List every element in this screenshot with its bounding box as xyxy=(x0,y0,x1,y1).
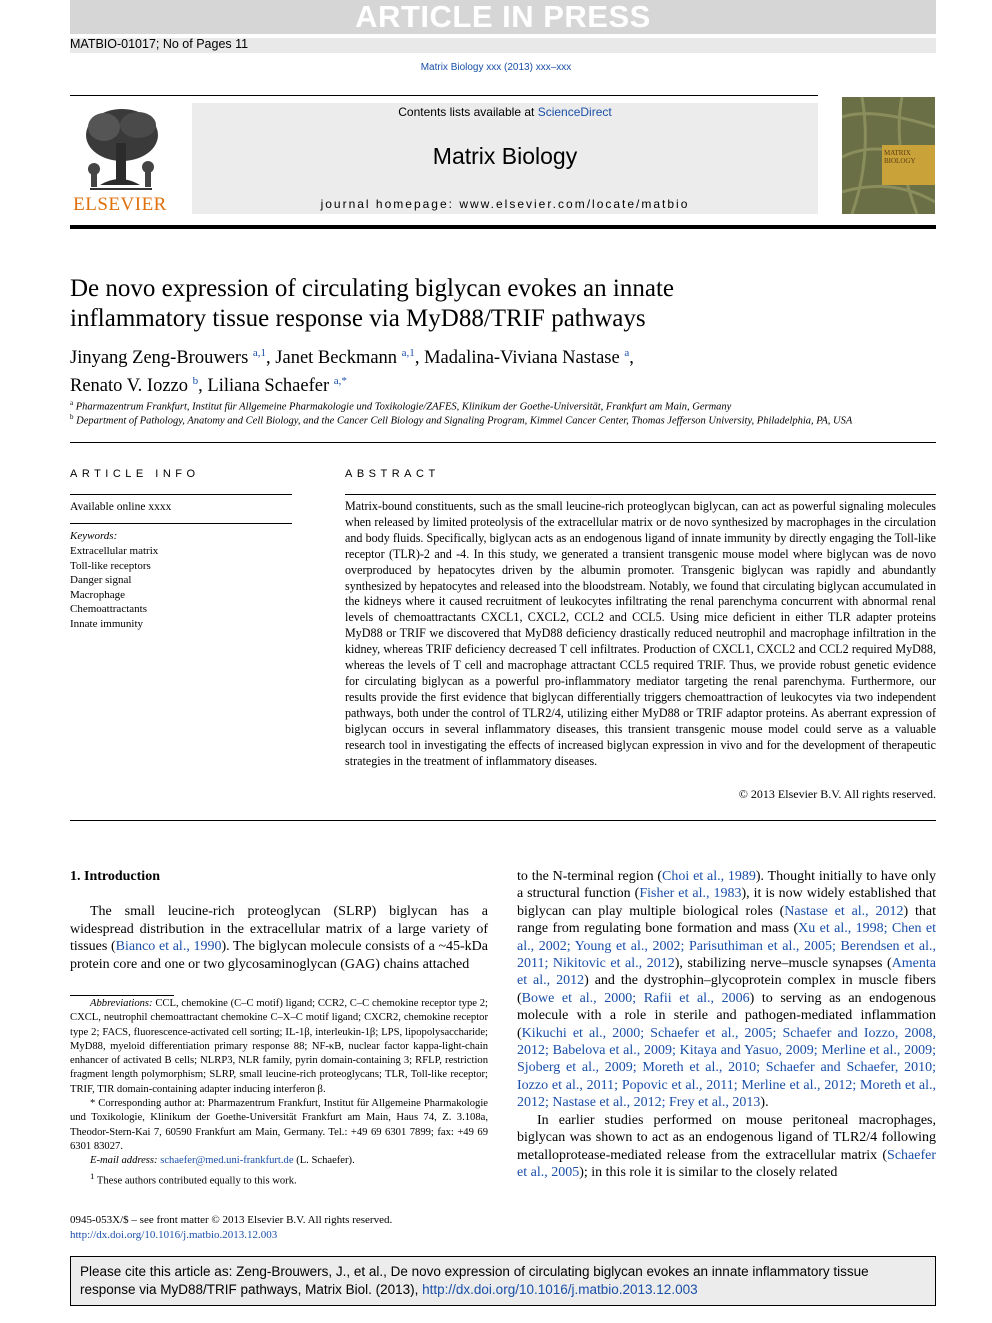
article-in-press-banner: ARTICLE IN PRESS xyxy=(70,0,936,34)
text-run: ) that range from regulating bone formation and mass ( xyxy=(517,903,937,937)
equal-contribution-footnote xyxy=(70,1169,488,1189)
journal-cover-thumbnail xyxy=(842,97,935,214)
equal-contribution-text: These authors contributed equally to this work. xyxy=(96,1175,297,1187)
citation-body: Please cite this article as: Zeng-Brouwers, J., et al., De novo expression of circulating biglycan evokes an innate inflammatory tissue response via MyD88/TRIF pathways, Matrix Biol. (2013), xyxy=(80,1264,869,1297)
citation-link[interactable]: Bowe et al., 2000; Rafii et al., 2006 xyxy=(521,990,750,1006)
journal-homepage xyxy=(192,197,818,211)
corresponding-author-text: Corresponding author at: Pharmazentrum Frankfurt, Institut für Allgemeine Pharmakologie und Toxikologie, Klinikum der Goethe-Universität Frankfurt am Main, Haus 74, Z. 3.108a, Theodor-Stern-Kai 7, 60590 Frankfurt am Main, Germany. Tel.: +49 69 6301 7899; fax: +49 69 6301 83027. xyxy=(70,1098,488,1152)
abbreviations-label: Abbreviations: xyxy=(90,998,153,1009)
author-separator: , xyxy=(266,348,276,369)
affiliation-text: Pharmazentrum Frankfurt, Institut für Allgemeine Pharmakologie und Toxikologie/ZAFES, Klinikum der Goethe-Universität, Frankfurt am Main, Germany xyxy=(75,401,732,413)
contents-line xyxy=(192,105,818,119)
keyword-item: Innate immunity xyxy=(70,617,144,630)
abbreviations-text: CCL, chemokine (C–C motif) ligand; CCR2, C–C chemokine receptor type 2; CXCL, neutrophil chemoattractant chemokine C–X–C motif ligand; CXCR2, chemokine receptor type 2; FACS, fluorescence-activated cell sorting; IL-1β, interleukin-1β; LPS, lipopolysaccharide; MyD88, myeloid differentiation primary response 88; NF-κB, nuclear factor kappa-light-chain enhancer of activated B cells; NLRP3, NLR family, pyrin domain-containing 3; RFLP, restriction fragment length polymorphism; SLRP, small leucine-rich proteoglycans; TLR, Toll-like receptor; TRIF, TIR domain-containing adapter inducing interferon β. xyxy=(70,998,488,1095)
author-affiliation-mark[interactable]: a,1 xyxy=(401,347,415,359)
intro-right-column xyxy=(517,868,936,1181)
contents-prefix: Contents lists available at xyxy=(398,105,535,119)
journal-name: Matrix Biology xyxy=(432,143,578,169)
text-run: ). xyxy=(760,1095,769,1111)
cover-title: MATRIX BIOLOGY xyxy=(884,149,916,165)
author-separator: , xyxy=(629,348,634,369)
author-affiliation-mark[interactable]: a,1 xyxy=(252,347,267,359)
citation-link[interactable]: Amenta et al., 2012 xyxy=(517,956,936,989)
text-run: ). The biglycan molecule consists of a ~45-kDa protein core and one or two glycosaminoglycan (GAG) chains attached xyxy=(70,939,489,972)
author-name[interactable]: Madalina-Viviana Nastase xyxy=(424,348,620,369)
keyword-item: Macrophage xyxy=(70,588,125,601)
keyword-item: Danger signal xyxy=(70,574,132,586)
header-rule xyxy=(70,95,818,96)
footnotes xyxy=(70,997,488,1188)
text-run: ), it is now widely established that biglycan can play multiple biological roles ( xyxy=(517,886,936,919)
email-footnote xyxy=(70,1154,488,1168)
author-list xyxy=(70,342,770,398)
citation-link[interactable]: Kikuchi et al., 2000; Schaefer et al., 2005; Schaefer and Iozzo, 2008, 2012; Babelova et al., 2009; Kitaya and Yasuo, 2009; Merline et al., 2009; Sjoberg et al., 2009; Moreth et al., 2010; Schaefer and Schaefer, 2010; Iozzo et al., 2011; Popovic et al., 2011; Merline et al., 2012; Moreth et al., 2012; Nastase et al., 2012; Frey et al., 2013 xyxy=(517,1025,936,1111)
keywords-label: Keywords: xyxy=(70,530,118,542)
intro-paragraph-2 xyxy=(517,1112,936,1182)
author-name[interactable]: Janet Beckmann xyxy=(275,348,398,369)
corresponding-author-footnote xyxy=(70,1097,488,1154)
author-name[interactable]: Renato V. Iozzo xyxy=(70,376,189,397)
abstract-rule xyxy=(345,494,936,495)
affiliation-mark: a xyxy=(70,399,74,407)
section-divider xyxy=(70,442,936,443)
author-affiliation-mark[interactable]: a xyxy=(624,347,630,359)
citation-link[interactable]: Schaefer et al., 2005 xyxy=(517,1147,936,1180)
manuscript-id: MATBIO-01017; No of Pages 11 xyxy=(70,37,249,51)
affiliation-b xyxy=(70,413,936,427)
header-thick-rule xyxy=(70,225,936,229)
keyword-item: Extracellular matrix xyxy=(70,545,159,557)
author-name[interactable]: Jinyang Zeng-Brouwers xyxy=(70,348,249,369)
abstract-heading: ABSTRACT xyxy=(345,468,440,480)
citation-link[interactable]: Xu et al., 1998; Chen et al., 2002; Young et al., 2002; Parisuthiman et al., 2005; Berendsen et al., 2011; Nikitovic et al., 2012 xyxy=(517,921,936,972)
author-affiliation-mark[interactable]: a,* xyxy=(333,375,347,388)
affiliation-text: Department of Pathology, Anatomy and Cell Biology, and the Cancer Cell Biology and Signaling Program, Kimmel Cancer Center, Thomas Jefferson University, Philadelphia, PA, USA xyxy=(76,415,853,427)
citation-link[interactable]: Nastase et al., 2012 xyxy=(784,903,904,919)
article-info-heading: ARTICLE INFO xyxy=(70,468,200,480)
text-run: ) to serving as an endogenous molecule with a role in sterile and pathogen-mediated inflammation ( xyxy=(517,990,936,1041)
text-run: to the N-terminal region ( xyxy=(517,869,663,884)
citation-doi-link[interactable]: http://dx.doi.org/10.1016/j.matbio.2013.12.003 xyxy=(422,1281,698,1297)
keyword-item: Chemoattractants xyxy=(70,603,147,615)
email-label: E-mail address: xyxy=(90,1155,158,1167)
article-info-rule xyxy=(70,494,292,495)
journal-reference[interactable]: Matrix Biology xxx (2013) xxx–xxx xyxy=(420,62,572,73)
abstract-bottom-rule xyxy=(70,820,936,821)
email-link[interactable]: schaefer@med.uni-frankfurt.de xyxy=(160,1155,294,1167)
issn-block xyxy=(70,1213,392,1243)
affiliation-mark: b xyxy=(70,413,74,421)
text-run: ); in this role it is similar to the closely related xyxy=(579,1164,838,1180)
front-matter-line: 0945-053X/$ – see front matter © 2013 Elsevier B.V. All rights reserved. xyxy=(70,1214,393,1226)
homepage-url[interactable]: www.elsevier.com/locate/matbio xyxy=(459,197,690,211)
keyword-list xyxy=(70,544,158,631)
introduction-heading: 1. Introduction xyxy=(70,869,160,884)
text-run: ), stabilizing nerve–muscle synapses ( xyxy=(674,956,892,972)
keywords-rule xyxy=(70,523,292,524)
affiliation-a xyxy=(70,399,936,413)
text-run: In earlier studies performed on mouse peritoneal macrophages, biglycan was shown to act as an endogenous ligand of TLR2/4 following metalloprotease-mediated release from the extracellular matrix ( xyxy=(517,1112,936,1163)
footnote-mark: 1 xyxy=(90,1170,95,1181)
author-separator: , xyxy=(414,348,425,369)
text-run: ) and the dystrophin–glycoprotein complex in muscle fibers ( xyxy=(517,973,936,1006)
intro-paragraph-1 xyxy=(70,903,488,973)
citation-text xyxy=(80,1263,926,1298)
author-separator: , xyxy=(198,376,208,397)
intro-paragraph-1-cont xyxy=(517,868,936,1112)
intro-left-column xyxy=(70,903,488,973)
article-title xyxy=(70,274,770,334)
abstract-body: Matrix-bound constituents, such as the small leucine-rich proteoglycan biglycan, can act as powerful signaling molecules when released by limited proteolysis of the extracellular matrix or de novo synthesized by macrophages in the circulation and body fluids. Specifically, biglycan acts as an endogenous ligand of innate immunity by directly engaging the Toll-like receptor (TLR)-2 and -4. In this study, we generated a transient transgenic mouse model where biglycan was de novo overproduced by hepatocytes driven by the albumin promoter. Transgenic biglycan was rapidly and abundantly synthesized by hepatocytes and released into the bloodstream. Notably, we found that circulating biglycan accumulated in the kidneys where it caused recruitment of leukocytes infiltrating the renal parenchyma concurrent with abnormal renal levels of chemoattractants CXCL1, CXCL2, CCL2 and CCL5. Using mice deficient in either TLR adapter proteins MyD88 or TRIF we discovered that MyD88 deficiency drastically reduced neutrophil and macrophage infiltration in the kidney, whereas TRIF deficiency decreased T cell infiltrates. Production of CXCL1, CXCL2 and CCL2 required MyD88, whereas the levels of T cell and macrophage attractant CCL5 required TRIF. Thus, we provide robust genetic evidence for circulating biglycan as a powerful pro-inflammatory mediator targeting the renal parenchyma. Furthermore, our results provide the first evidence that biglycan differentially triggers chemoattraction of leukocytes via two independent pathways, both under the control of TLR2/4, utilizing either MyD88 or TRIF adaptor proteins. As aberrant expression of biglycan occurs in several inflammatory diseases, this transient transgenic mouse model could serve as a valuable research tool in investigating the effects of increased biglycan expression in vivo and for the development of therapeutic strategies in the treatment of inflammatory diseases. xyxy=(345,499,936,768)
author-name[interactable]: Liliana Schaefer xyxy=(207,376,330,397)
available-online: Available online xxxx xyxy=(70,501,172,513)
title-line-2: inflammatory tissue response via MyD88/TRIF pathways xyxy=(70,305,646,332)
citation-link[interactable]: Fisher et al., 1983 xyxy=(639,886,742,902)
text-run: ). Thought initially to have only a structural function ( xyxy=(517,869,937,902)
homepage-prefix: journal homepage: xyxy=(320,197,454,211)
sciencedirect-link[interactable]: ScienceDirect xyxy=(537,105,612,119)
abstract-copyright: © 2013 Elsevier B.V. All rights reserved. xyxy=(738,787,936,801)
citation-link[interactable]: Choi et al., 1989 xyxy=(662,869,756,884)
footnote-mark: * xyxy=(90,1098,96,1110)
doi-link[interactable]: http://dx.doi.org/10.1016/j.matbio.2013.12.003 xyxy=(70,1229,278,1241)
citation-link[interactable]: Bianco et al., 1990 xyxy=(115,939,222,954)
text-run: The small leucine-rich proteoglycan (SLRP) biglycan has a widespread distribution in the extracellular matrix of a large variety of tissues ( xyxy=(70,904,488,954)
title-line-1: De novo expression of circulating biglycan evokes an innate xyxy=(70,275,674,302)
keyword-item: Toll-like receptors xyxy=(70,559,151,572)
footnote-rule xyxy=(70,995,174,996)
abbreviations-footnote xyxy=(70,997,488,1097)
publisher-wordmark: ELSEVIER xyxy=(73,194,167,215)
author-affiliation-mark[interactable]: b xyxy=(192,375,199,388)
email-owner: (L. Schaefer). xyxy=(296,1155,355,1167)
